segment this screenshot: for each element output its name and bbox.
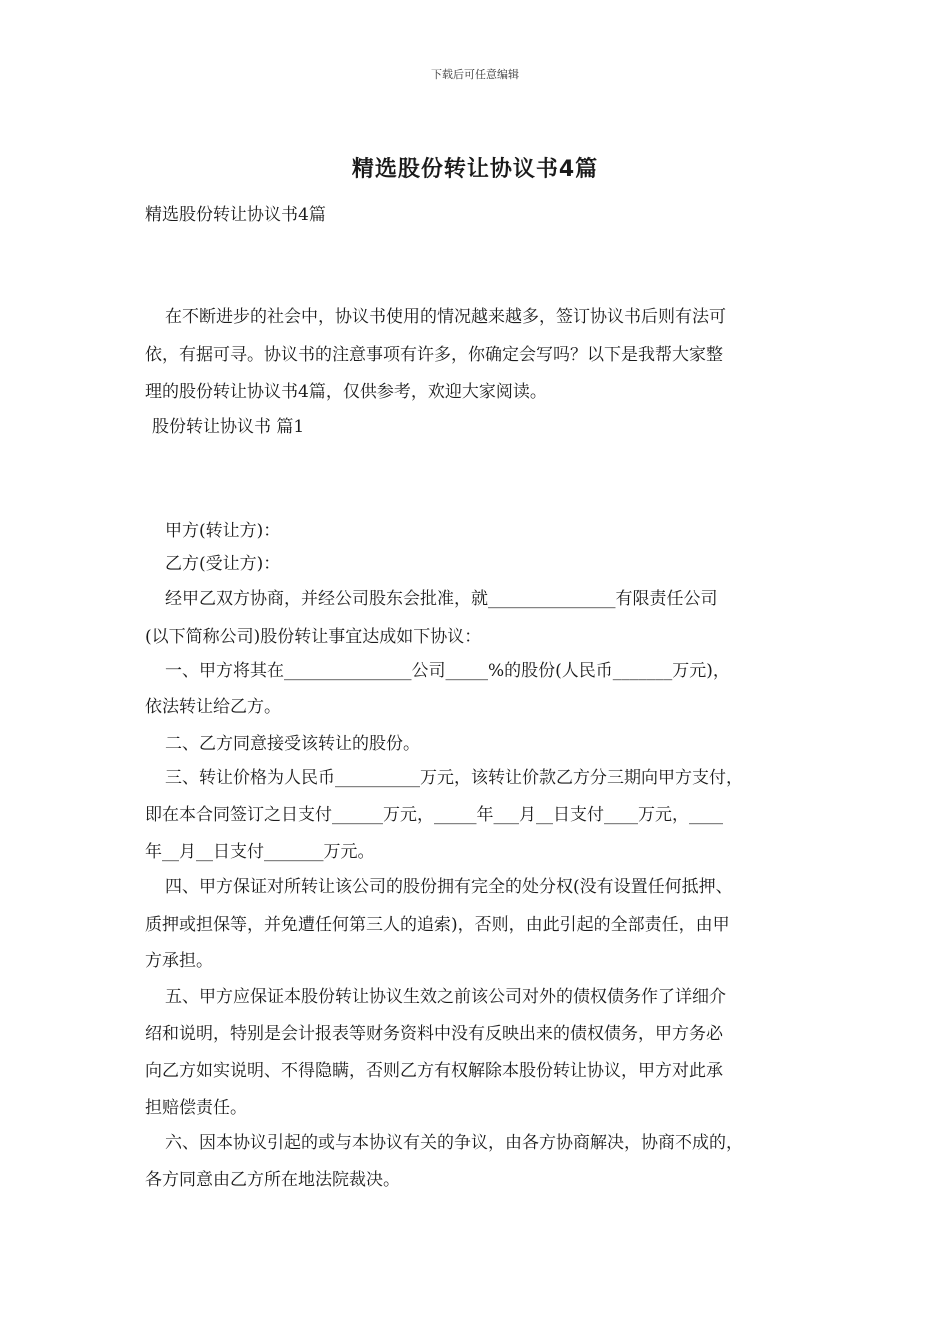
body-line: 方承担。 (145, 951, 213, 971)
body-line: 担赔偿责任。 (145, 1098, 247, 1118)
body-line: 即在本合同签订之日支付______万元，_____年___月__日支付____万元，____ (145, 805, 723, 825)
document-subtitle: 精选股份转让协议书4篇 (145, 205, 326, 225)
intro-line: 在不断进步的社会中，协议书使用的情况越来越多，签订协议书后则有法可 (165, 307, 726, 327)
body-line: (以下简称公司)股份转让事宜达成如下协议： (145, 627, 482, 647)
body-line: 一、甲方将其在_______________公司_____%的股份(人民币_______万元)， (165, 661, 730, 681)
body-line: 乙方(受让方)： (165, 554, 281, 574)
header-note: 下载后可任意编辑 (431, 68, 519, 81)
body-line: 年__月__日支付_______万元。 (145, 842, 375, 862)
body-line: 四、甲方保证对所转让该公司的股份拥有完全的处分权(没有设置任何抵押、 (165, 877, 733, 897)
intro-line: 依，有据可寻。协议书的注意事项有许多，你确定会写吗？以下是我帮大家整 (145, 345, 723, 365)
body-line: 经甲乙双方协商，并经公司股东会批准，就_______________有限责任公司 (165, 589, 718, 609)
body-line: 三、转让价格为人民币__________万元，该转让价款乙方分三期向甲方支付， (165, 768, 743, 788)
body-line: 向乙方如实说明、不得隐瞒，否则乙方有权解除本股份转让协议，甲方对此承 (145, 1061, 723, 1081)
document-title: 精选股份转让协议书4篇 (351, 157, 599, 182)
body-line: 绍和说明，特别是会计报表等财务资料中没有反映出来的债权债务，甲方务必 (145, 1024, 723, 1044)
body-line: 依法转让给乙方。 (145, 697, 281, 717)
body-line: 质押或担保等，并免遭任何第三人的追索)，否则，由此引起的全部责任，由甲 (145, 915, 730, 935)
section-heading: 股份转让协议书 篇1 (152, 417, 305, 437)
intro-line: 理的股份转让协议书4篇，仅供参考，欢迎大家阅读。 (145, 382, 547, 402)
body-line: 五、甲方应保证本股份转让协议生效之前该公司对外的债权债务作了详细介 (165, 987, 726, 1007)
body-line: 二、乙方同意接受该转让的股份。 (165, 734, 420, 754)
body-line: 甲方(转让方)： (165, 521, 281, 541)
body-line: 各方同意由乙方所在地法院裁决。 (145, 1170, 400, 1190)
body-line: 六、因本协议引起的或与本协议有关的争议，由各方协商解决，协商不成的， (165, 1133, 743, 1153)
